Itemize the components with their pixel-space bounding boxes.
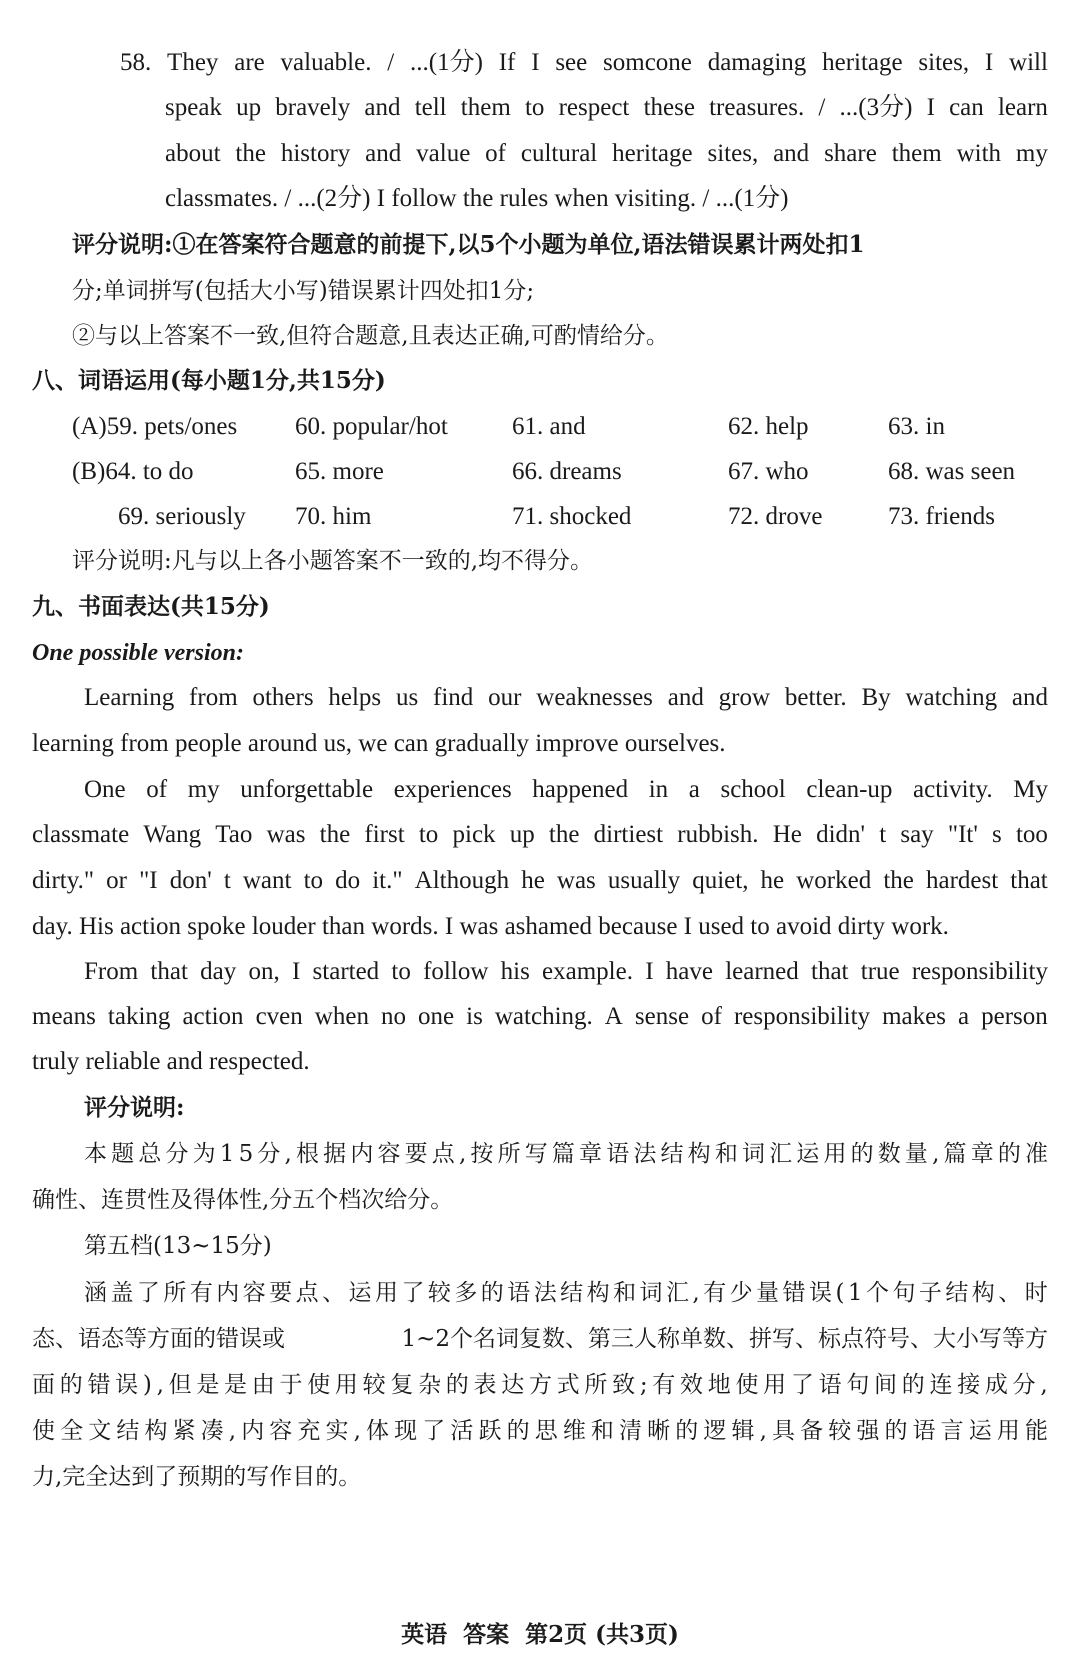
answer-cell: 62. help (728, 413, 809, 440)
answer-cell: 65. more (295, 458, 384, 485)
answer-cell: 69. seriously (118, 503, 246, 530)
answer-cell: 70. him (295, 503, 372, 530)
answer-cell: 67. who (728, 458, 809, 485)
section-9-scoring-line-1: 本 题 总 分 为 1 5 分 , 根 据 内 容 要 点 , 按 所 写 篇 章 语 法 结 构 和 词 汇 运 用 的 数 量 , 篇 章 的 准 (84, 1141, 1048, 1167)
section-9-scoring-title: 评分说明: (84, 1094, 185, 1121)
tier-5-line-3: 面 的 错 误 ) , 但 是 是 由 于 使 用 较 复 杂 的 表 达 方 式 所 致 ; 有 效 地 使 用 了 语 句 间 的 连 接 成 分 , (32, 1372, 1048, 1398)
answer-cell: (A)59. pets/ones (72, 413, 238, 440)
section-9-title: 九、书面表达(共15分) (32, 593, 270, 620)
answer-cell: 72. drove (728, 503, 823, 530)
q58-line-2: speak up bravely and tell them to respect these treasures. / ...(3分) I can learn (165, 94, 1048, 121)
answer-cell: (B)64. to do (72, 458, 194, 485)
version-label: One possible version: (32, 640, 244, 666)
scoring-note-text: 评分说明:①在答案符合题意的前提下,以5个小题为单位,语法错误累计两处扣1 (72, 231, 865, 258)
tier-5-line-1: 涵 盖 了 所 有 内 容 要 点 、 运 用 了 较 多 的 语 法 结 构 和 词 汇 , 有 少 量 错 误 ( 1 个 句 子 结 构 、 时 (84, 1280, 1048, 1306)
answer-cell: 63. in (888, 413, 945, 440)
essay-p2-line-1: One of my unforgettable experiences happened in a school clean-up activity. My (84, 776, 1048, 803)
section-8-scoring-note: 评分说明:凡与以上各小题答案不一致的,均不得分。 (72, 548, 594, 574)
section-9-scoring-line-2: 确性、连贯性及得体性,分五个档次给分。 (32, 1187, 454, 1213)
essay-p1-line-1: Learning from others helps us find our weaknesses and grow better. By watching and (84, 684, 1048, 711)
answer-cell: 71. shocked (512, 503, 632, 530)
answer-cell: 73. friends (888, 503, 995, 530)
answer-cell: 68. was seen (888, 458, 1016, 485)
essay-p1-line-2: learning from people around us, we can gradually improve ourselves. (32, 730, 726, 757)
essay-p2-line-2: classmate Wang Tao was the first to pick up the dirtiest rubbish. He didn' t say "It' s too (32, 821, 1048, 848)
scoring-note-line-1 (72, 230, 865, 260)
answer-cell: 66. dreams (512, 458, 622, 485)
q58-line-4: classmates. / ...(2分) I follow the rules when visiting. / ...(1分) (165, 185, 789, 212)
answer-cell: 61. and (512, 413, 586, 440)
tier-5-line-4: 使 全 文 结 构 紧 凑 , 内 容 充 实 , 体 现 了 活 跃 的 思 维 和 清 晰 的 逻 辑 , 具 备 较 强 的 语 言 运 用 能 (32, 1418, 1048, 1444)
page-footer: 英语 答案 第2页 (共3页) (401, 1621, 679, 1648)
section-8-title: 八、词语运用(每小题1分,共15分) (32, 367, 386, 394)
essay-p3-line-1: From that day on, I started to follow his example. I have learned that true responsibility (84, 958, 1048, 985)
essay-p2-line-4: day. His action spoke louder than words. I was ashamed because I used to avoid dirty work. (32, 913, 949, 940)
essay-p3-line-3: truly reliable and respected. (32, 1048, 310, 1075)
answer-cell: 60. popular/hot (295, 413, 448, 440)
essay-p3-line-2: means taking action cven when no one is watching. A sense of responsibility makes a person (32, 1003, 1048, 1030)
tier-5-title: 第五档(13~15分) (84, 1233, 272, 1259)
q58-line-1: 58. They are valuable. / ...(1分) If I see somcone damaging heritage sites, I will (120, 49, 1048, 76)
scoring-note-line-2: 分;单词拼写(包括大小写)错误累计四处扣1分; (72, 278, 535, 304)
essay-p2-line-3: dirty." or "I don' t want to do it." Although he was usually quiet, he worked the hardest that (32, 867, 1048, 894)
q58-line-3: about the history and value of cultural heritage sites, and share them with my (165, 140, 1048, 167)
tier-5-line-5: 力,完全达到了预期的写作目的。 (32, 1464, 362, 1490)
tier-5-line-2: 态、语态等方面的错误或 1~2个名词复数、第三人称单数、拼写、标点符号、大小写等方 (32, 1326, 1048, 1352)
scoring-note-line-3: ②与以上答案不一致,但符合题意,且表达正确,可酌情给分。 (72, 323, 669, 349)
